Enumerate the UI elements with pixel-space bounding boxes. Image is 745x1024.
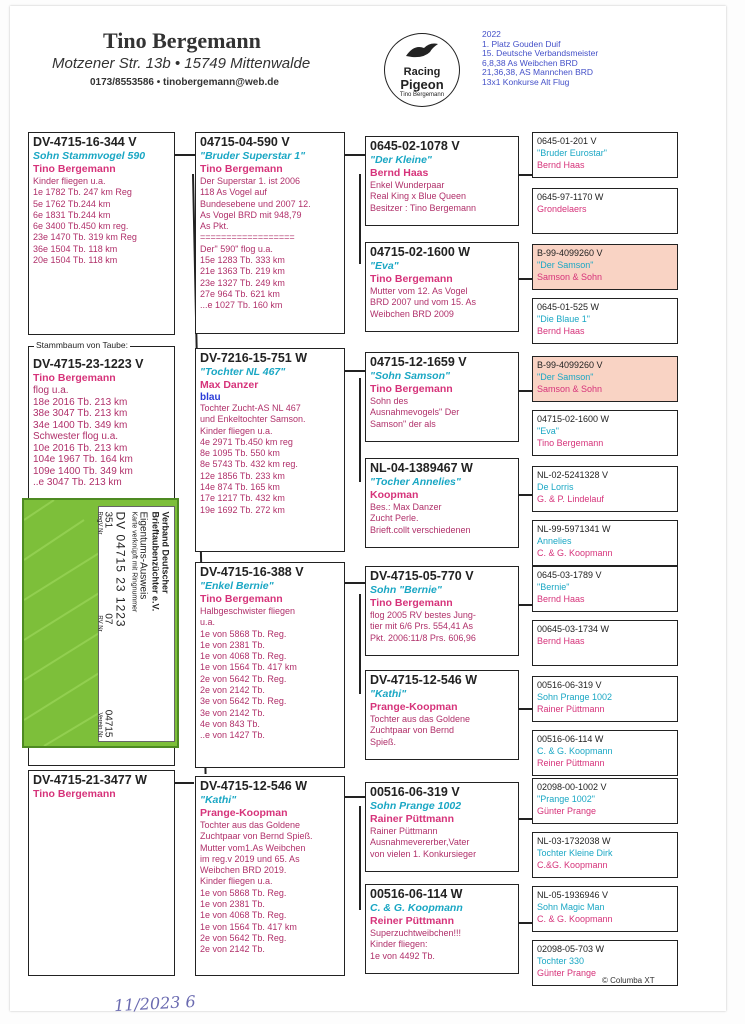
- performance-notes: Enkel Wunderpaar Real King x Blue Queen Besitzer : Tino Bergemann: [370, 180, 477, 213]
- logo-line2: Pigeon: [400, 77, 444, 92]
- color-label: blau: [200, 392, 221, 403]
- owner-name: C. & G. Koopmann: [537, 914, 613, 924]
- pigeon-name: Sohn Stammvogel 590: [33, 150, 146, 162]
- pigeon-name: Tochter Kleine Dirk: [537, 848, 613, 858]
- pigeon-name: "Der Samson": [537, 372, 594, 382]
- ring-number: B-99-4099260 V: [537, 248, 603, 258]
- gen2-card: [195, 348, 345, 552]
- owner-name: Grondelaers: [537, 204, 587, 214]
- pigeon-name: C. & G. Koopmann: [370, 902, 463, 914]
- ring-number: 00516-06-319 V: [370, 785, 460, 799]
- pigeon-name: "Tocher Annelies": [370, 476, 461, 488]
- gen4-card: [532, 676, 678, 722]
- ring-number: DV-4715-12-546 W: [200, 779, 308, 793]
- ring-number: NL-04-1389467 W: [370, 461, 473, 475]
- ring-number: 0645-01-525 W: [537, 302, 600, 312]
- owner-name: Tino Bergemann: [370, 597, 453, 609]
- owner-name: Samson & Sohn: [537, 272, 603, 282]
- gen3-card: [365, 782, 519, 872]
- gen3-card: [365, 242, 519, 332]
- pigeon-name: Tochter 330: [537, 956, 585, 966]
- card-ring: DV 04715 23 1223: [113, 511, 128, 628]
- gen2-card: [195, 562, 345, 768]
- gen4-card: [532, 410, 678, 456]
- ring-number: NL-03-1732038 W: [537, 836, 611, 846]
- pigeon-name: "Kathi": [200, 794, 237, 806]
- card-org2: Brieftaubenzüchter e.V.: [150, 511, 161, 612]
- owner-name: Günter Prange: [537, 806, 597, 816]
- ring-number: B-99-4099260 V: [537, 360, 603, 370]
- mother-main-card: [28, 770, 175, 976]
- owner-name: Koopman: [370, 489, 419, 501]
- performance-notes: Tochter aus das Goldene Zuchtpaar von Bernd Spieß. Mutter vom1.As Weibchen im reg.v 2019 und 65. As Weibchen BRD 2019. Kinder fliegen u.a. 1e von 5868 Tb. Reg. 1e von 2381 Tb. 1e von 4068 Tb. Reg. 1e von 1564 Tb. 417 km 2e von 5642 Tb. Reg. 2e von 2142 Tb.: [200, 820, 313, 955]
- ring-number: 0645-02-1078 V: [370, 139, 460, 153]
- card-rv: 07: [102, 613, 114, 625]
- owner-name: Rainer Püttmann: [537, 704, 605, 714]
- pigeon-name: "Eva": [370, 260, 399, 272]
- ring-number: 0645-97-1170 W: [537, 192, 604, 202]
- ring-number: 02098-05-703 W: [537, 944, 605, 954]
- owner-name: Bernd Haas: [370, 167, 429, 179]
- pigeon-name: "Kathi": [370, 688, 407, 700]
- performance-notes: Rainer Püttmann Ausnahmevererber,Vater von vielen 1. Konkursieger: [370, 826, 477, 859]
- pigeon-name: "Bruder Eurostar": [537, 148, 607, 158]
- owner-name: Tino Bergemann: [537, 438, 604, 448]
- performance-notes: Tochter aus das Goldene Zuchtpaar von Bernd Spieß.: [370, 714, 471, 747]
- ring-number: NL-99-5971341 W: [537, 524, 611, 534]
- ring-number: DV-4715-16-388 V: [200, 565, 304, 579]
- owner-name: Bernd Haas: [537, 594, 585, 604]
- gen4-card: [532, 778, 678, 824]
- logo-line3: Tino Bergemann: [399, 92, 445, 98]
- pigeon-name: Sohn Prange 1002: [370, 800, 462, 812]
- owner-name: Bernd Haas: [537, 326, 585, 336]
- pigeon-name: "Die Blaue 1": [537, 314, 590, 324]
- owner-name: G. & P. Lindelauf: [537, 494, 604, 504]
- card-verein: 04715: [102, 709, 114, 738]
- ring-number: DV-4715-12-546 W: [370, 673, 478, 687]
- ring-number: NL-02-5241328 V: [537, 470, 609, 480]
- breeder-address: Motzener Str. 13b • 15749 Mittenwalde: [52, 55, 311, 72]
- owner-name: Tino Bergemann: [33, 372, 116, 384]
- gen4-card: [532, 132, 678, 178]
- performance-notes: Superzuchtweibchen!!! Kinder fliegen: 1e von 4492 Tb.: [370, 928, 462, 961]
- gen4-card: [532, 620, 678, 666]
- ring-number: DV-4715-23-1223 V: [33, 357, 144, 371]
- ring-number: DV-4715-21-3477 W: [33, 773, 147, 787]
- pigeon-name: C. & G. Koopmann: [537, 746, 613, 756]
- ring-number: 04715-12-1659 V: [370, 355, 467, 369]
- handwritten-note: 11/2023 6: [113, 991, 197, 1016]
- gen4-card: [532, 466, 678, 512]
- gen3-card: [365, 670, 519, 760]
- performance-notes: Tochter Zucht-AS NL 467 und Enkeltochter Samson. Kinder fliegen u.a. 4e 2971 Tb.450 km reg 8e 1095 Tb. 550 km 8e 5743 Tb. 432 km reg. 12e 1856 Tb. 233 km 14e 874 Tb. 165 km 17e 1217 Tb. 432 km 19e 1692 Tb. 272 km: [200, 403, 306, 515]
- performance-notes: Bes.: Max Danzer Zucht Perle. Brieft.collt verschiedenen: [370, 502, 471, 535]
- breeder-name: Tino Bergemann: [103, 28, 261, 53]
- ring-number: NL-05-1936946 V: [537, 890, 609, 900]
- ring-number: 0645-01-201 V: [537, 136, 597, 146]
- gen4-card: [532, 244, 678, 290]
- owner-name: Tino Bergemann: [33, 788, 116, 800]
- owner-name: Reiner Püttmann: [537, 758, 605, 768]
- card-regv-label: RegV Nr: [96, 511, 103, 535]
- gen4-card: [532, 730, 678, 776]
- pigeon-name: Annelies: [537, 536, 572, 546]
- ring-number: 00516-06-114 W: [537, 734, 604, 744]
- owner-name: Reiner Püttmann: [370, 915, 455, 927]
- logo-line1: Racing: [403, 66, 441, 78]
- owner-name: Prange-Koopman: [370, 701, 458, 713]
- award-line: 6,8,38 As Weibchen BRD: [482, 57, 578, 68]
- breeder-contact: 0173/8553586 • tinobergemann@web.de: [90, 77, 279, 88]
- gen4-card: [532, 566, 678, 612]
- gen2-card: [195, 132, 345, 334]
- ring-number: DV-7216-15-751 W: [200, 351, 308, 365]
- ring-number: DV-4715-16-344 V: [33, 135, 137, 149]
- gen4-card: [532, 832, 678, 878]
- card-regv: 351: [102, 511, 114, 529]
- owner-name: Prange-Koopman: [200, 807, 288, 819]
- main-pigeon-card: [28, 132, 175, 335]
- owner-name: Tino Bergemann: [370, 273, 453, 285]
- ring-number: DV-4715-05-770 V: [370, 569, 474, 583]
- owner-name: Tino Bergemann: [200, 593, 283, 605]
- award-line: 2022: [482, 29, 501, 39]
- performance-notes: Mutter vom 12. As Vogel BRD 2007 und vom 15. As Weibchen BRD 2009: [370, 286, 477, 319]
- owner-name: Rainer Püttmann: [370, 813, 455, 825]
- award-line: 15. Deutsche Verbandsmeister: [482, 48, 599, 59]
- owner-name: Max Danzer: [200, 379, 259, 391]
- pigeon-name: "Bernie": [537, 582, 570, 592]
- ring-number: 00516-06-114 W: [370, 887, 463, 901]
- pigeon-name: "Tochter NL 467": [200, 366, 286, 378]
- stammbaum-label: Stammbaum von Taube:: [36, 340, 128, 350]
- award-line: 1. Platz Gouden Duif: [482, 38, 561, 49]
- gen4-card: [532, 886, 678, 932]
- performance-notes: Sohn des Ausnahmevogels" Der Samson" der als: [370, 396, 460, 429]
- gen4-card: [532, 298, 678, 344]
- gen4-card: [532, 188, 678, 234]
- pigeon-name: Sohn "Bernie": [370, 584, 442, 596]
- owner-name: Günter Prange: [537, 968, 597, 978]
- gen3-card: [365, 458, 519, 548]
- gen3-card: [365, 352, 519, 442]
- owner-name: Tino Bergemann: [370, 383, 453, 395]
- performance-notes: Halbgeschwister fliegen u.a. 1e von 5868 Tb. Reg. 1e von 2381 Tb. 1e von 4068 Tb. Reg. 1e von 1564 Tb. 417 km 2e von 5642 Tb. Reg. 2e von 2142 Tb. 3e von 5642 Tb. Reg. 3e von 2142 Tb. 4e von 843 Tb. ..e von 1427 Tb.: [200, 606, 297, 741]
- ring-number: 04715-02-1600 W: [537, 414, 610, 424]
- owner-name: C. & G. Koopmann: [537, 548, 613, 558]
- gen4-card: [532, 356, 678, 402]
- pigeon-icon: [402, 40, 442, 62]
- performance-notes: Der Superstar 1. ist 2006 118 As Vogel auf Bundesebene und 2007 12. As Vogel BRD mit 948,79 As Pkt. ================== Der" 590" flog u.a. 15e 1283 Tb. 333 km 21e 1363 Tb. 219 km 23e 1327 Tb. 249 km 27e 964 Tb. 621 km ...e 1027 Tb. 160 km: [200, 176, 311, 311]
- pigeon-name: "Eva": [537, 426, 559, 436]
- gen3-card: [365, 884, 519, 974]
- ring-number: 0645-03-1789 V: [537, 570, 602, 580]
- pigeon-name: "Der Kleine": [370, 154, 432, 166]
- racing-pigeon-logo: [384, 33, 460, 107]
- pigeon-name: "Prange 1002": [537, 794, 595, 804]
- pigeon-name: "Der Samson": [537, 260, 594, 270]
- ring-number: 04715-02-1600 W: [370, 245, 471, 259]
- card-rv-label: RV Nr: [96, 615, 103, 632]
- gen4-card: [532, 520, 678, 566]
- card-form-content: [96, 508, 174, 742]
- ring-number: 00516-06-319 V: [537, 680, 602, 690]
- ring-number: 04715-04-590 V: [200, 135, 290, 149]
- owner-name: Tino Bergemann: [200, 163, 283, 175]
- gen3-card: [365, 136, 519, 226]
- pigeon-name: "Sohn Samson": [370, 370, 450, 382]
- awards-list: [482, 30, 598, 88]
- card-title: Eigentums-Ausweis: [137, 511, 149, 600]
- ownership-card: [22, 498, 179, 748]
- card-subtitle: Karte verknüpft mit Ringnummer: [130, 511, 138, 613]
- award-line: 21,36,38, AS Mannchen BRD: [482, 67, 594, 78]
- footer-credit: © Columba XT: [602, 976, 655, 985]
- performance-notes: flog 2005 RV bestes Jung- tier mit 6/6 Prs. 554,41 As Pkt. 2006:11/8 Prs. 606,96: [370, 610, 476, 643]
- card-verein-label: Verein Nr: [96, 712, 103, 738]
- pigeon-name: "Enkel Bernie": [200, 580, 274, 592]
- performance-notes: flog u.a. 18e 2016 Tb. 213 km 38e 3047 Tb. 213 km 34e 1400 Tb. 349 km Schwester flog u.a. 10e 2016 Tb. 213 km 104e 1967 Tb. 164 km 109e 1400 Tb. 349 km ..e 3047 Tb. 213 km: [33, 385, 133, 488]
- owner-name: C.&G. Koopmann: [537, 860, 608, 870]
- pigeon-name: De Lorris: [537, 482, 574, 492]
- ring-number: 00645-03-1734 W: [537, 624, 610, 634]
- owner-name: Bernd Haas: [537, 160, 585, 170]
- gen2-card: [195, 776, 345, 976]
- pigeon-name: "Bruder Superstar 1": [200, 150, 306, 162]
- pigeon-name: Sohn Magic Man: [537, 902, 605, 912]
- gen3-card: [365, 566, 519, 656]
- card-org1: Verband Deutscher: [160, 511, 171, 594]
- card-form: [98, 506, 175, 742]
- owner-name: Samson & Sohn: [537, 384, 603, 394]
- owner-name: Tino Bergemann: [33, 163, 116, 175]
- pedigree-page: [10, 6, 726, 1016]
- owner-name: Bernd Haas: [537, 636, 585, 646]
- performance-notes: Kinder fliegen u.a. 1e 1782 Tb. 247 km Reg 5e 1762 Tb.244 km 6e 1831 Tb.244 km 6e 3400 Tb.450 km reg. 23e 1470 Tb. 319 km Reg 36e 1504 Tb. 118 km 20e 1504 Tb. 118 km: [33, 176, 137, 266]
- award-line: 13x1 Konkurse Alt Flug: [482, 76, 570, 87]
- pigeon-name: Sohn Prange 1002: [537, 692, 613, 702]
- ring-number: 02098-00-1002 V: [537, 782, 607, 792]
